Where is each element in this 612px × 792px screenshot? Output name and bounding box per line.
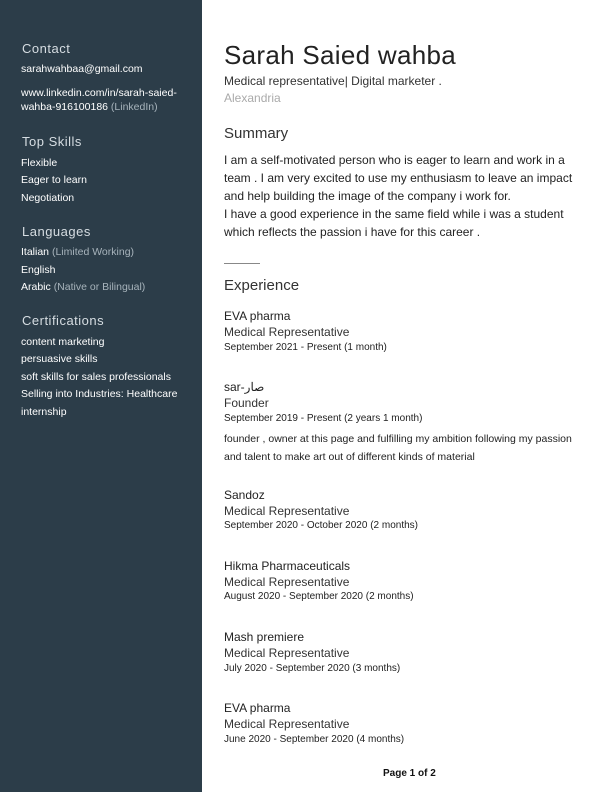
certification-item: soft skills for sales professionals: [21, 371, 171, 383]
experience-company: sar-صار: [224, 380, 265, 394]
experience-company: EVA pharma: [224, 701, 291, 715]
experience-company: Hikma Pharmaceuticals: [224, 559, 351, 573]
headline: Medical representative| Digital marketer .: [224, 74, 442, 88]
experience-dates: July 2020 - September 2020 (3 months): [224, 663, 401, 674]
experience-dates: August 2020 - September 2020 (2 months): [224, 591, 414, 602]
experience-dates: September 2019 - Present (2 years 1 month): [224, 413, 423, 424]
summary-paragraph: I am a self-motivated person who is eager to learn and work in a team . I am very excited to use my enthusiasm to leave an impact and help building the image of the company i work for.: [224, 153, 573, 203]
language-level: (Native or Bilingual): [53, 281, 146, 293]
experience-title: Medical Representative: [224, 575, 350, 589]
divider: [224, 263, 260, 264]
top-skills-heading: Top Skills: [22, 134, 82, 149]
linkedin-link-line1[interactable]: www.linkedin.com/in/sarah-saied-: [21, 87, 177, 99]
skill-item: Negotiation: [21, 192, 75, 204]
experience-description: and talent to make art out of different kinds of material: [224, 451, 475, 463]
linkedin-link-line2[interactable]: [21, 101, 158, 113]
page-number: Page 1 of 2: [383, 768, 436, 779]
experience-company: Mash premiere: [224, 630, 305, 644]
contact-heading: Contact: [22, 41, 71, 56]
experience-description: founder , owner at this page and fulfilling my ambition following my passion: [224, 433, 572, 445]
skill-item: Eager to learn: [21, 174, 87, 186]
skill-item: Flexible: [21, 157, 58, 169]
language-name: Italian: [21, 246, 50, 258]
summary-text: [224, 151, 584, 241]
experience-title: Medical Representative: [224, 717, 350, 731]
language-name: English: [21, 264, 56, 276]
summary-paragraph: I have a good experience in the same field while i was a student which reflects the passion i have for this career .: [224, 207, 564, 239]
certifications-heading: Certifications: [22, 313, 105, 328]
linkedin-label: (LinkedIn): [110, 101, 158, 113]
experience-heading: Experience: [224, 277, 300, 294]
experience-dates: September 2020 - October 2020 (2 months): [224, 520, 418, 531]
certification-item: internship: [21, 406, 67, 418]
languages-heading: Languages: [22, 224, 91, 239]
language-item: [21, 246, 134, 258]
certification-item: content marketing: [21, 336, 105, 348]
language-name: Arabic: [21, 281, 51, 293]
experience-title: Medical Representative: [224, 646, 350, 660]
experience-title: Founder: [224, 396, 269, 410]
sidebar: [0, 0, 202, 792]
experience-company: EVA pharma: [224, 309, 291, 323]
linkedin-url-end[interactable]: wahba-916100186: [21, 101, 108, 113]
language-item: [21, 281, 145, 293]
certification-item: Selling into Industries: Healthcare: [21, 388, 178, 400]
language-level: (Limited Working): [51, 246, 135, 258]
email-link[interactable]: sarahwahbaa@gmail.com: [21, 63, 143, 75]
experience-dates: September 2021 - Present (1 month): [224, 342, 387, 353]
location: Alexandria: [224, 91, 281, 105]
experience-company: Sandoz: [224, 488, 265, 502]
summary-heading: Summary: [224, 125, 289, 142]
experience-dates: June 2020 - September 2020 (4 months): [224, 734, 405, 745]
language-item: [21, 264, 55, 276]
profile-name: Sarah Saied wahba: [224, 40, 457, 70]
certification-item: persuasive skills: [21, 353, 98, 365]
experience-title: Medical Representative: [224, 504, 350, 518]
experience-title: Medical Representative: [224, 325, 350, 339]
